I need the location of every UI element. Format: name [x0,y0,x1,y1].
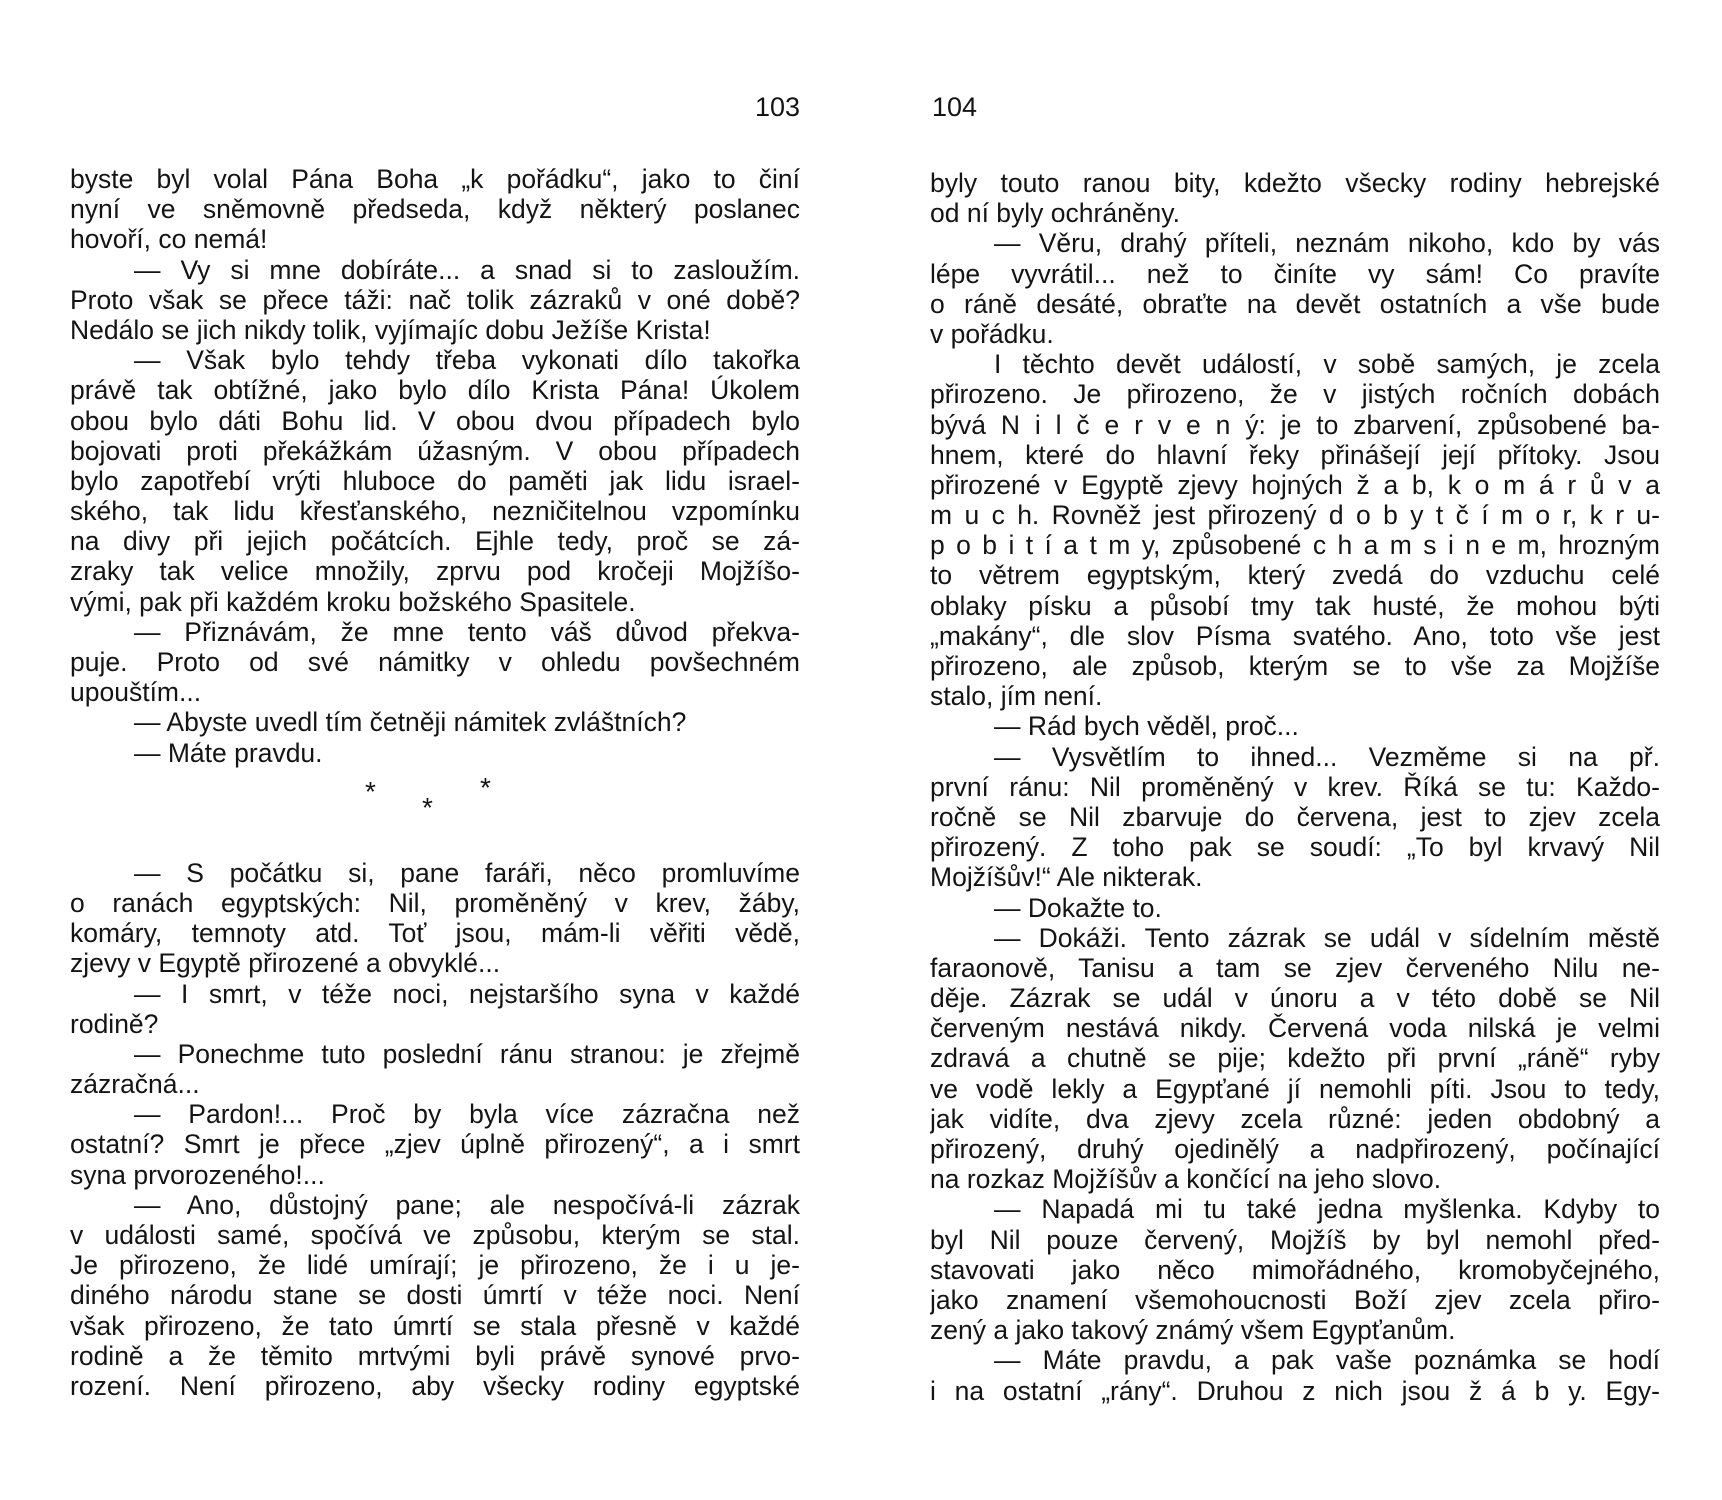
text-line: nyní ve sněmovně předseda, když některý poslanec [70,194,800,225]
text-line: o ranách egyptských: Nil, proměněný v krev, žáby, [70,887,800,918]
text-line: na divy při jejich počátcích. Ejhle tedy, proč se zá- [70,526,800,557]
left-page [70,0,800,1500]
text-line: přirozeno. Je přirozeno, že v jistých ročních dobách [930,379,1660,410]
text-line: — Však bylo tehdy třeba vykonati dílo takořka [134,345,800,376]
text-line: ského, tak lidu křesťanského, nezničitelnou vzpomínku [70,496,800,527]
text-line: i na ostatní „rány“. Druhou z nich jsou ž á b y. Egy- [930,1375,1660,1406]
text-line: komáry, temnoty atd. Toť jsou, mám-li věřiti vědě, [70,918,800,949]
text-line: — Věru, drahý příteli, neznám nikoho, kdo by vás [994,228,1660,259]
text-line: bývá N i l č e r v e n ý: je to zbarvení, způsobené ba- [930,409,1660,440]
text-line: zdravá a chutně se pije; kdežto při první „ráně“ ryby [930,1043,1660,1074]
text-line: — Dokažte to. [994,892,1162,923]
right-page-number: 104 [932,92,978,122]
text-line: — Přiznávám, že mne tento váš důvod překva- [134,616,800,647]
text-line: jak vidíte, dva zjevy zcela různé: jeden obdobný a [930,1103,1660,1134]
text-line: jako znamení všemohoucnosti Boží zjev zcela přiro- [930,1284,1660,1315]
separator-asterisk: * [480,771,491,803]
text-line: — Ano, důstojný pane; ale nespočívá-li zázrak [134,1189,800,1220]
text-line: — Vy si mne dobíráte... a snad si to zasloužím. [134,254,800,285]
text-line: hnem, které do hlavní řeky přinášejí její přítoky. Jsou [930,439,1660,470]
text-line: — Vysvětlím to ihned... Vezměme si na př. [994,741,1660,772]
text-line: — Máte pravdu. [134,737,323,768]
text-line: přirozený. Z toho pak se soudí: „To byl krvavý Nil [930,832,1660,863]
section-separator [70,768,800,858]
text-line: děje. Zázrak se udál v únoru a v této době se Nil [930,983,1660,1014]
text-line: lépe vyvrátil... než to činíte vy sám! Co pravíte [930,258,1660,289]
text-line: Proto však se přece táži: nač tolik zázraků v oné době? [70,284,800,315]
text-line: červeným nestává nikdy. Červená voda nilská je velmi [930,1013,1660,1044]
text-line: m u c h. Rovněž jest přirozený d o b y t č í m o r, k r u- [930,500,1660,531]
text-line: rodině a že těmito mrtvými byli právě synové prvo- [70,1340,800,1371]
text-line: Nedálo se jich nikdy tolik, vyjímajíc dobu Ježíše Krista! [70,314,711,345]
text-line: — Ponechme tuto poslední ránu stranou: je zřejmě [134,1038,800,1069]
text-line: bojovati proti překážkám úžasným. V obou případech [70,435,800,466]
text-line: ve vodě lekly a Egypťané jí nemohli píti. Jsou to tedy, [930,1073,1660,1104]
text-line: — Dokáži. Tento zázrak se udál v sídelním městě [994,922,1660,953]
text-line: zený a jako takový známý všem Egypťanům. [930,1315,1456,1346]
text-line: první ránu: Nil proměněný v krev. Říká se tu: Každo- [930,771,1660,802]
text-line: ostatní? Smrt je přece „zjev úplně přirozený“, a i smrt [70,1129,800,1160]
separator-asterisk: * [365,775,376,807]
text-line: — Máte pravdu, a pak vaše poznámka se hodí [994,1345,1660,1376]
text-line: diného národu stane se dosti úmrtí v téže noci. Není [70,1280,800,1311]
text-line: — I smrt, v téže noci, nejstaršího syna v každé [134,978,800,1009]
text-line: zázračná... [70,1069,200,1100]
separator-asterisk: * [422,791,433,823]
text-line: od ní byly ochráněny. [930,198,1180,229]
text-line: — Pardon!... Proč by byla více zázračna než [134,1099,800,1130]
text-line: oblaky písku a působí tmy tak husté, že mohou býti [930,590,1660,621]
text-line: o ráně desáté, obraťte na devět ostatních a vše bude [930,288,1660,319]
text-line: právě tak obtížné, jako bylo dílo Krista Pána! Úkolem [70,375,800,406]
text-line: faraonově, Tanisu a tam se zjev červeného Nilu ne- [930,952,1660,983]
text-line: přirozené v Egyptě zjevy hojných ž a b, k o m á r ů v a [930,469,1660,500]
text-line: — Abyste uvedl tím četněji námitek zvláštních? [134,707,687,738]
text-line: v pořádku. [930,318,1054,349]
text-line: v události samé, spočívá ve způsobu, kterým se stal. [70,1220,800,1250]
text-line: vými, pak při každém kroku božského Spasitele. [70,586,636,617]
text-line: stavovati jako něco mimořádného, kromobyčejného, [930,1254,1660,1285]
left-text-block-after [70,858,800,1401]
text-line: to větrem egyptským, který zvedá do vzduchu celé [930,560,1660,591]
text-line: zraky tak velice množily, zprvu pod kročeji Mojžíšo- [70,556,800,587]
text-line: přirozeno, ale způsob, kterým se to vše za Mojžíše [930,651,1660,681]
text-line: „makány“, dle slov Písma svatého. Ano, toto vše jest [930,620,1660,651]
text-line: p o b i t í a t m y, způsobené c h a m s i n e m, hrozným [930,530,1660,561]
text-line: byste byl volal Pána Boha „k pořádku“, jako to činí [70,164,800,194]
text-line: puje. Proto od své námitky v ohledu povšechném [70,647,800,677]
text-line: — Napadá mi tu také jedna myšlenka. Kdyby to [994,1194,1660,1225]
text-line: obou bylo dáti Bohu lid. V obou dvou případech bylo [70,405,800,436]
text-line: Mojžíšův!“ Ale nikterak. [930,862,1203,893]
text-line: však přirozeno, že tato úmrtí se stala přesně v každé [70,1310,800,1341]
text-line: rození. Není přirozeno, aby všecky rodiny egyptské [70,1370,800,1401]
text-line: byl Nil pouze červený, Mojžíš by byl nemohl před- [930,1224,1660,1255]
text-line: bylo zapotřebí vrýti hluboce do paměti jak lidu israel- [70,465,800,496]
text-line: byly touto ranou bity, kdežto všecky rodiny hebrejské [930,168,1660,198]
text-line: na rozkaz Mojžíšův a končící na jeho slovo. [930,1164,1442,1195]
text-line: syna prvorozeného!... [70,1159,325,1190]
left-page-text [70,164,800,1401]
text-line: přirozený, druhý ojedinělý a nadpřirozený, počínající [930,1134,1660,1164]
left-page-number: 103 [754,92,800,122]
right-page [930,0,1660,1500]
text-line: rodině? [70,1008,159,1039]
text-line: hovoří, co nemá! [70,224,268,255]
text-line: — Rád bych věděl, proč... [994,711,1299,742]
left-text-block-before [70,164,800,768]
text-line: I těchto devět událostí, v sobě samých, je zcela [994,349,1660,380]
text-line: zjevy v Egyptě přirozené a obvyklé... [70,948,501,979]
right-page-text [930,168,1660,1406]
right-text-block [930,168,1660,1406]
text-line: — S počátku si, pane faráři, něco promluvíme [134,857,800,888]
text-line: Je přirozeno, že lidé umírají; je přirozeno, že i u je- [70,1250,800,1281]
text-line: upouštím... [70,677,202,708]
text-line: ročně se Nil zbarvuje do červena, jest to zjev zcela [930,801,1660,832]
text-line: stalo, jím není. [930,681,1103,712]
